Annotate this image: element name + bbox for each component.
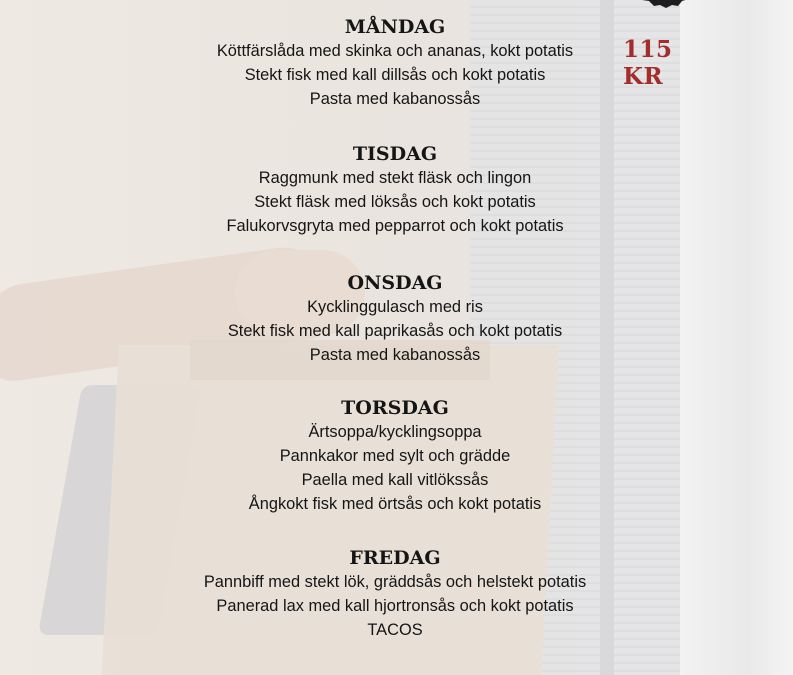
dish-item: Köttfärslåda med skinka och ananas, kokt potatis [216, 42, 574, 60]
day-section-wednesday [150, 271, 640, 367]
dish-item: Ångkokt fisk med örtsås och kokt potatis [248, 495, 542, 513]
day-section-thursday [150, 396, 640, 516]
dish-item: Raggmunk med stekt fläsk och lingon [258, 169, 532, 187]
day-heading: MÅNDAG [344, 16, 446, 38]
day-section-friday [150, 546, 640, 642]
dish-item: Stekt fisk med kall dillsås och kokt potatis [244, 66, 546, 84]
day-heading: TISDAG [352, 143, 438, 165]
day-section-tuesday [150, 142, 640, 238]
day-heading: TORSDAG [341, 397, 449, 419]
dish-item: TACOS [367, 621, 423, 639]
background-pillar [680, 0, 793, 675]
dish-item: Kycklinggulasch med ris [307, 298, 483, 316]
dish-item: Panerad lax med kall hjortronsås och kokt potatis [216, 597, 574, 615]
dish-item: Stekt fläsk med löksås och kokt potatis [254, 193, 536, 211]
dish-item: Pannbiff med stekt lök, gräddsås och helstekt potatis [203, 573, 587, 591]
dish-item: Pannkakor med sylt och grädde [279, 447, 511, 465]
dish-item: Pasta med kabanossås [309, 346, 481, 364]
day-heading: ONSDAG [347, 272, 443, 294]
dish-item: Ärtsoppa/kycklingsoppa [308, 423, 482, 441]
day-section-monday [150, 15, 640, 111]
dish-item: Pasta med kabanossås [309, 90, 481, 108]
dish-item: Paella med kall vitlökssås [301, 471, 489, 489]
dish-item: Falukorvsgryta med pepparrot och kokt potatis [226, 217, 564, 235]
price-label: 115 KR [623, 36, 673, 90]
dish-item: Stekt fisk med kall paprikasås och kokt potatis [227, 322, 563, 340]
day-heading: FREDAG [349, 547, 441, 569]
